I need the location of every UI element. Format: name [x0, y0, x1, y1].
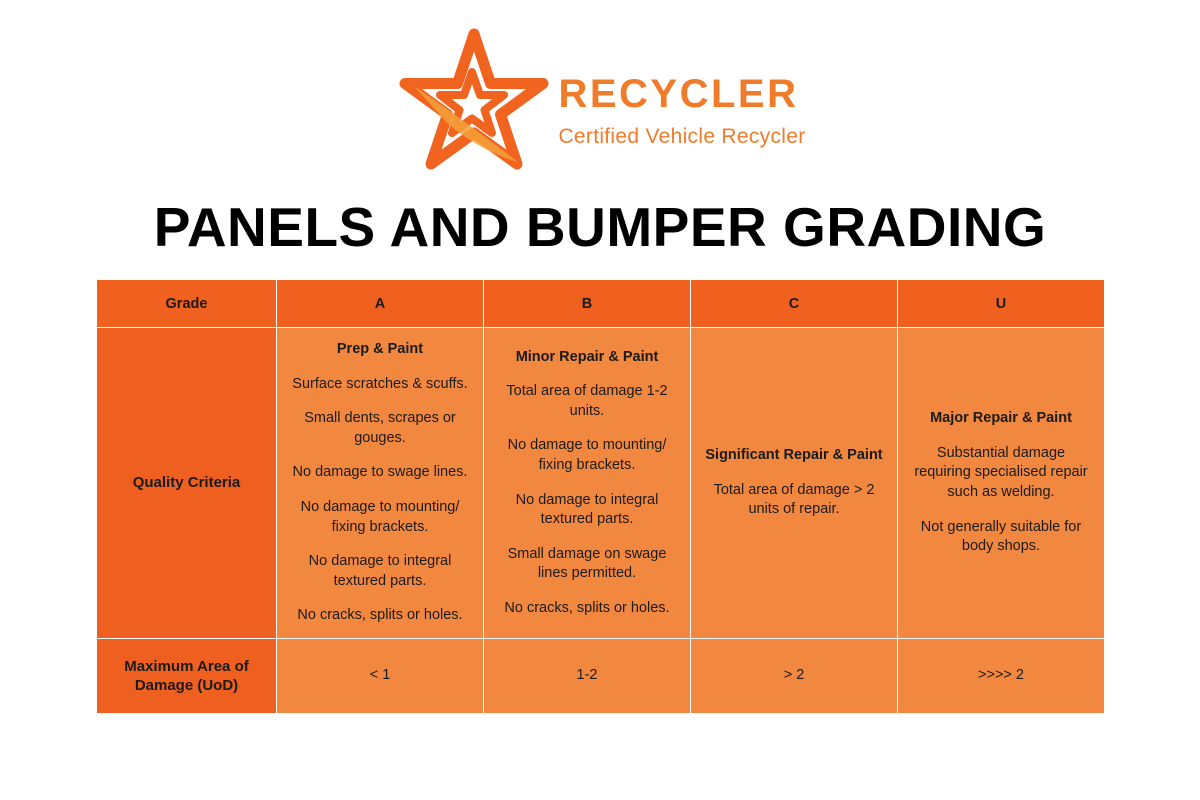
criteria-line: Substantial damage requiring specialised repair such as welding. [914, 444, 1088, 500]
criteria-line: No damage to swage lines. [292, 464, 468, 481]
criteria-line: Prep & Paint [336, 341, 424, 358]
row-label-maximum-area: Maximum Area of Damage (UoD) [97, 639, 277, 714]
cell-quality-criteria-u [898, 328, 1105, 639]
logo-text [558, 60, 805, 147]
criteria-line: Minor Repair & Paint [515, 348, 659, 365]
grading-table [96, 279, 1105, 714]
criteria-line: Total area of damage > 2 units of repair. [713, 481, 875, 518]
table-row-quality-criteria [97, 328, 1105, 639]
logo-name: RECYCLER [558, 71, 799, 116]
criteria-line: No damage to mounting/ fixing brackets. [507, 437, 667, 473]
logo-tagline: Certified Vehicle Recycler [558, 124, 806, 148]
criteria-line: No damage to integral textured parts. [308, 553, 452, 589]
cell-stack-a [287, 340, 473, 626]
cell-stack-u [908, 409, 1094, 556]
brand-logo [0, 28, 1200, 178]
criteria-line: No cracks, splits or holes. [297, 607, 463, 624]
header-cell-b: B [484, 280, 691, 328]
cell-quality-criteria-b [484, 328, 691, 639]
criteria-line: No damage to mounting/ fixing brackets. [300, 499, 460, 535]
cell-max-area-a: < 1 [277, 639, 484, 714]
criteria-line: No damage to integral textured parts. [515, 491, 659, 528]
criteria-line: Small damage on swage lines permitted. [507, 545, 667, 582]
star-icon [394, 28, 554, 178]
cell-max-area-u: >>>> 2 [898, 639, 1105, 714]
cell-stack-b [494, 348, 680, 619]
criteria-line: Significant Repair & Paint [705, 447, 883, 464]
criteria-line: Major Repair & Paint [930, 410, 1072, 427]
criteria-line: Total area of damage 1-2 units. [506, 383, 668, 419]
page-title: PANELS AND BUMPER GRADING [153, 196, 1047, 258]
header-cell-u: U [898, 280, 1105, 328]
logo-inner [394, 28, 805, 178]
criteria-line: Not generally suitable for body shops. [920, 518, 1082, 555]
cell-stack-c [701, 446, 887, 520]
header-cell-c: C [691, 280, 898, 328]
cell-quality-criteria-c [691, 328, 898, 639]
criteria-line: Surface scratches & scuffs. [292, 375, 468, 392]
header-cell-a: A [277, 280, 484, 328]
header-cell-grade: Grade [97, 280, 277, 328]
cell-quality-criteria-a [277, 328, 484, 639]
criteria-line: No cracks, splits or holes. [504, 599, 670, 616]
cell-max-area-b: 1-2 [484, 639, 691, 714]
table-row-maximum-area [97, 639, 1105, 714]
criteria-line: Small dents, scrapes or gouges. [304, 410, 456, 446]
table-header-row [97, 280, 1105, 328]
cell-max-area-c: > 2 [691, 639, 898, 714]
row-label-quality-criteria: Quality Criteria [97, 328, 277, 639]
